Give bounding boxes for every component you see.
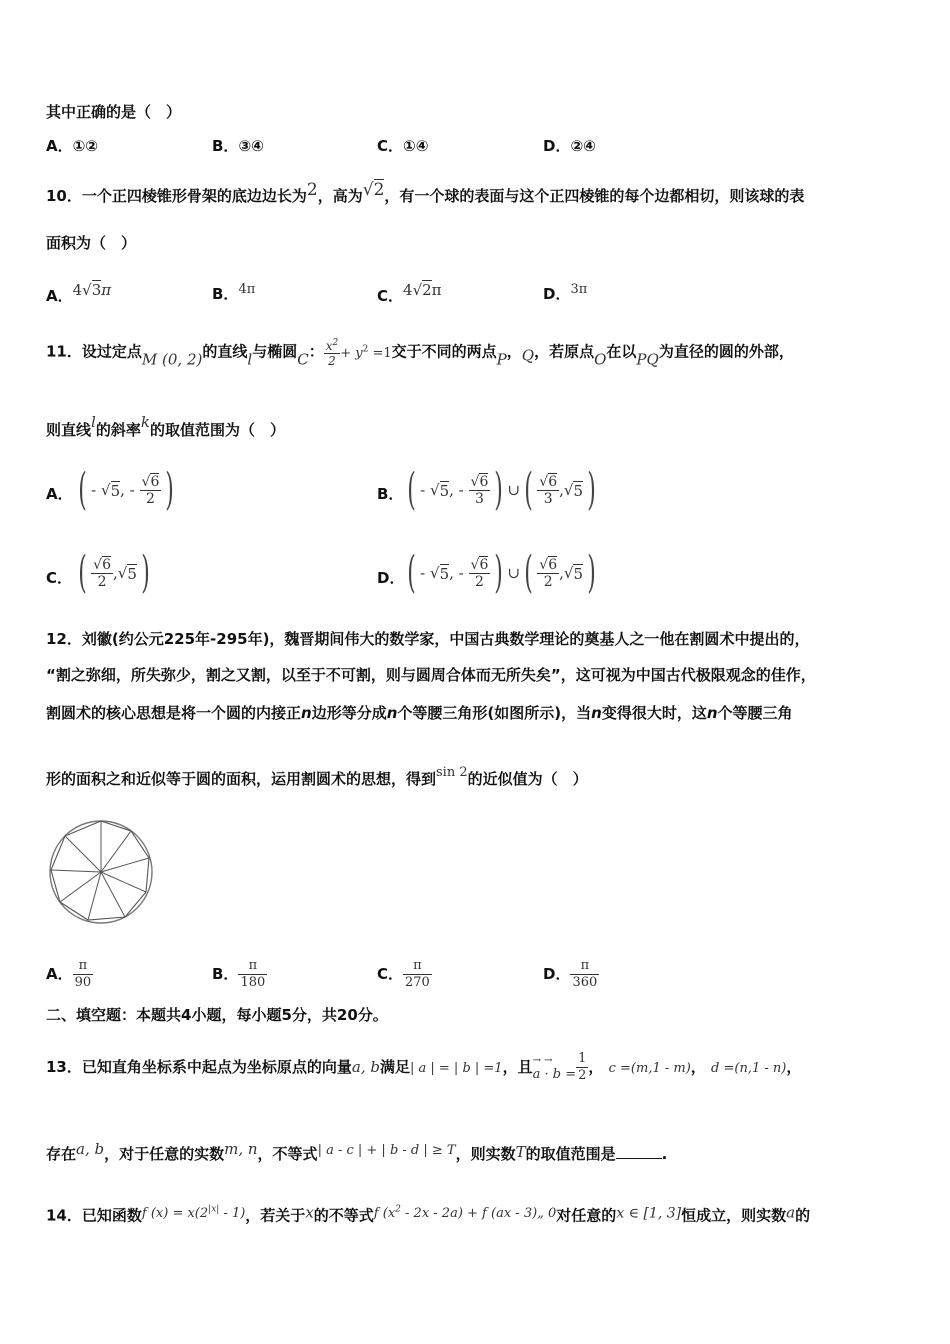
q12-line4: 形的面积之和近似等于圆的面积，运用割圆术的思想，得到sin 2的近似值为（ ）	[46, 765, 588, 788]
q10-option-d[interactable]: D．3π	[543, 282, 588, 303]
q11-line1: 11．设过定点M (0, 2)的直线l与椭圆C： $\frac{x^2}{2}$ + $y^2 =1$交于不同的两点P，Q，若原点O在以PQ为直径的圆的外部，	[46, 338, 794, 369]
q11-option-c[interactable]: ( $\frac{√6}{2}$ ,√ 5 )	[78, 547, 150, 598]
inscribed-polygon-figure	[46, 820, 156, 924]
q9-prompt: 其中正确的是（ ）	[46, 103, 182, 121]
q11-option-b-label[interactable]: B．	[377, 485, 404, 503]
q11-option-a-label[interactable]: A．	[46, 485, 73, 503]
q10-option-b[interactable]: B．4π	[212, 282, 256, 303]
q11-option-b[interactable]: ( - √ 5 , - $\frac{√6}{3}$ ) ∪ ( $\frac{√6}{3}$ ,√ 5 )	[407, 464, 596, 515]
q11-option-c-label[interactable]: C．	[46, 569, 73, 587]
q10-line2: 面积为（ ）	[46, 234, 137, 252]
section-heading: 二、填空题：本题共4小题，每小题5分，共20分。	[46, 1006, 388, 1024]
q9-option-a[interactable]: A．①②	[46, 137, 99, 155]
q10-option-c[interactable]: C．4√2π	[377, 281, 442, 305]
q14-line1: 14．已知函数f $(x) = x(2^{|x|} - 1)$，若关于x的不等式f $(x^2 - 2x - 2a) + f$ (ax - 3)„ 0对任意的x ∈ [1, 3]恒成立，则实数a的	[46, 1203, 811, 1225]
q12-line1: 12．刘徽(约公元225年-295年)，魏晋期间伟大的数学家，中国古典数学理论的奠基人之一他在割圆术中提出的，	[46, 630, 810, 648]
q9-option-c[interactable]: C．①④	[377, 137, 429, 155]
q12-line2: “割之弥细，所失弥少，割之又割，以至于不可割，则与圆周合体而无所失矣”，这可视为中国古代极限观念的佳作，	[46, 666, 816, 684]
q12-line3: 割圆术的核心思想是将一个圆的内接正n边形等分成n个等腰三角形(如图所示)，当n变得很大时，这n个等腰三角	[46, 704, 793, 722]
q9-option-d[interactable]: D．②④	[543, 137, 596, 155]
q11-option-a[interactable]: ( - √ 5 , - $\frac{√6}{2}$ )	[78, 464, 175, 515]
q10-option-a[interactable]: A．4√3π	[46, 281, 112, 305]
q10-line1: 10．一个正四棱锥形骨架的底边边长为2，高为√2，有一个球的表面与这个正四棱锥的每个边都相切，则该球的表	[46, 180, 805, 205]
q12-option-a[interactable]: A． $\frac{\pi}{90}$	[46, 958, 92, 990]
q12-option-c[interactable]: C． $\frac{\pi}{270}$	[377, 958, 430, 990]
q9-option-b[interactable]: B．③④	[212, 137, 264, 155]
q11-option-d[interactable]: ( - √ 5 , - $\frac{√6}{2}$ ) ∪ ( $\frac{√6}{2}$ ,√ 5 )	[407, 547, 596, 598]
q12-option-b[interactable]: B． $\frac{\pi}{180}$	[212, 958, 266, 990]
q11-option-d-label[interactable]: D．	[377, 569, 405, 587]
answer-blank[interactable]	[616, 1158, 662, 1159]
q13-line1: 13．已知直角坐标系中起点为坐标原点的向量a, b满足| a | = | b | =1，且 → → a · b = $\frac{1}{2}$ ， c =(m,1 - m)， d =(n,1 - n)，	[46, 1051, 802, 1083]
q11-line2: 则直线l的斜率k的取值范围为（ ）	[46, 413, 285, 439]
q13-line2: 存在a, b，对于任意的实数m, n，不等式| a - c | + | b - d | ≥ T，则实数T的取值范围是 .	[46, 1140, 668, 1163]
q12-option-d[interactable]: D． $\frac{\pi}{360}$	[543, 958, 598, 990]
